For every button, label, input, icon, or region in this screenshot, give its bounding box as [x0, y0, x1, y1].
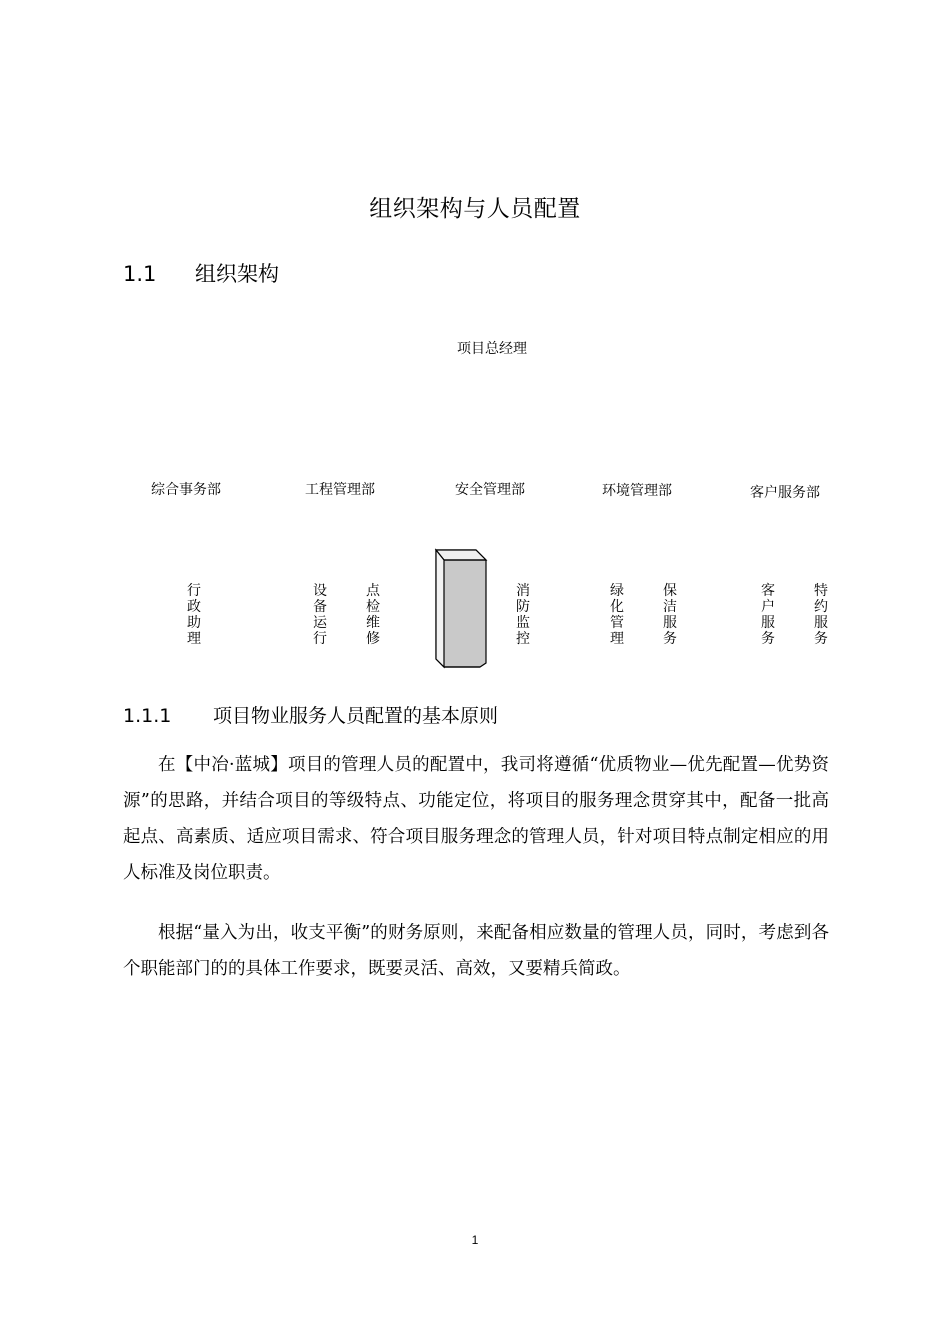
- role-greening-management: 绿化管理: [610, 583, 624, 647]
- section-heading-1-1: [123, 258, 279, 288]
- role-inspection-repair: 点检维修: [366, 583, 380, 647]
- section-number: 1.1.1: [123, 705, 172, 727]
- section-heading-1-1-1: [123, 701, 498, 728]
- role-customer-service: 客户服务: [761, 583, 775, 647]
- role-special-service: 特约服务: [814, 583, 828, 647]
- paragraph-2: 根据“量入为出，收支平衡”的财务原则，来配备相应数量的管理人员，同时，考虑到各个职能部门的的具体工作要求，既要灵活、高效，又要精兵简政。: [123, 923, 829, 979]
- dept-security: 安全管理部: [455, 482, 525, 498]
- role-equipment-operation: 设备运行: [313, 583, 327, 647]
- dept-general-affairs: 综合事务部: [151, 482, 221, 498]
- section-number: 1.1: [123, 262, 157, 286]
- page-title: 组织架构与人员配置: [369, 196, 581, 222]
- section-title: 项目物业服务人员配置的基本原则: [213, 705, 499, 727]
- dept-customer-service: 客户服务部: [750, 485, 820, 501]
- paragraph-1: 在【中冶·蓝城】项目的管理人员的配置中，我司将遵循“优质物业—优先配置—优势资源”的思路，并结合项目的等级特点、功能定位，将项目的服务理念贯穿其中，配备一批高起点、高素质、适应项目需求、符合项目服务理念的管理人员，针对项目特点制定相应的用人标准及岗位职责。: [123, 755, 829, 883]
- role-fire-monitoring: 消防监控: [516, 583, 530, 647]
- org-top-position: 项目总经理: [457, 341, 527, 357]
- role-admin-assistant: 行政助理: [187, 583, 201, 647]
- role-cleaning-service: 保洁服务: [663, 583, 677, 647]
- page-number: 1: [471, 1233, 479, 1247]
- dept-environment: 环境管理部: [602, 483, 672, 499]
- section-title: 组织架构: [195, 262, 279, 286]
- 3d-box-shape: [430, 545, 492, 670]
- dept-engineering: 工程管理部: [305, 482, 375, 498]
